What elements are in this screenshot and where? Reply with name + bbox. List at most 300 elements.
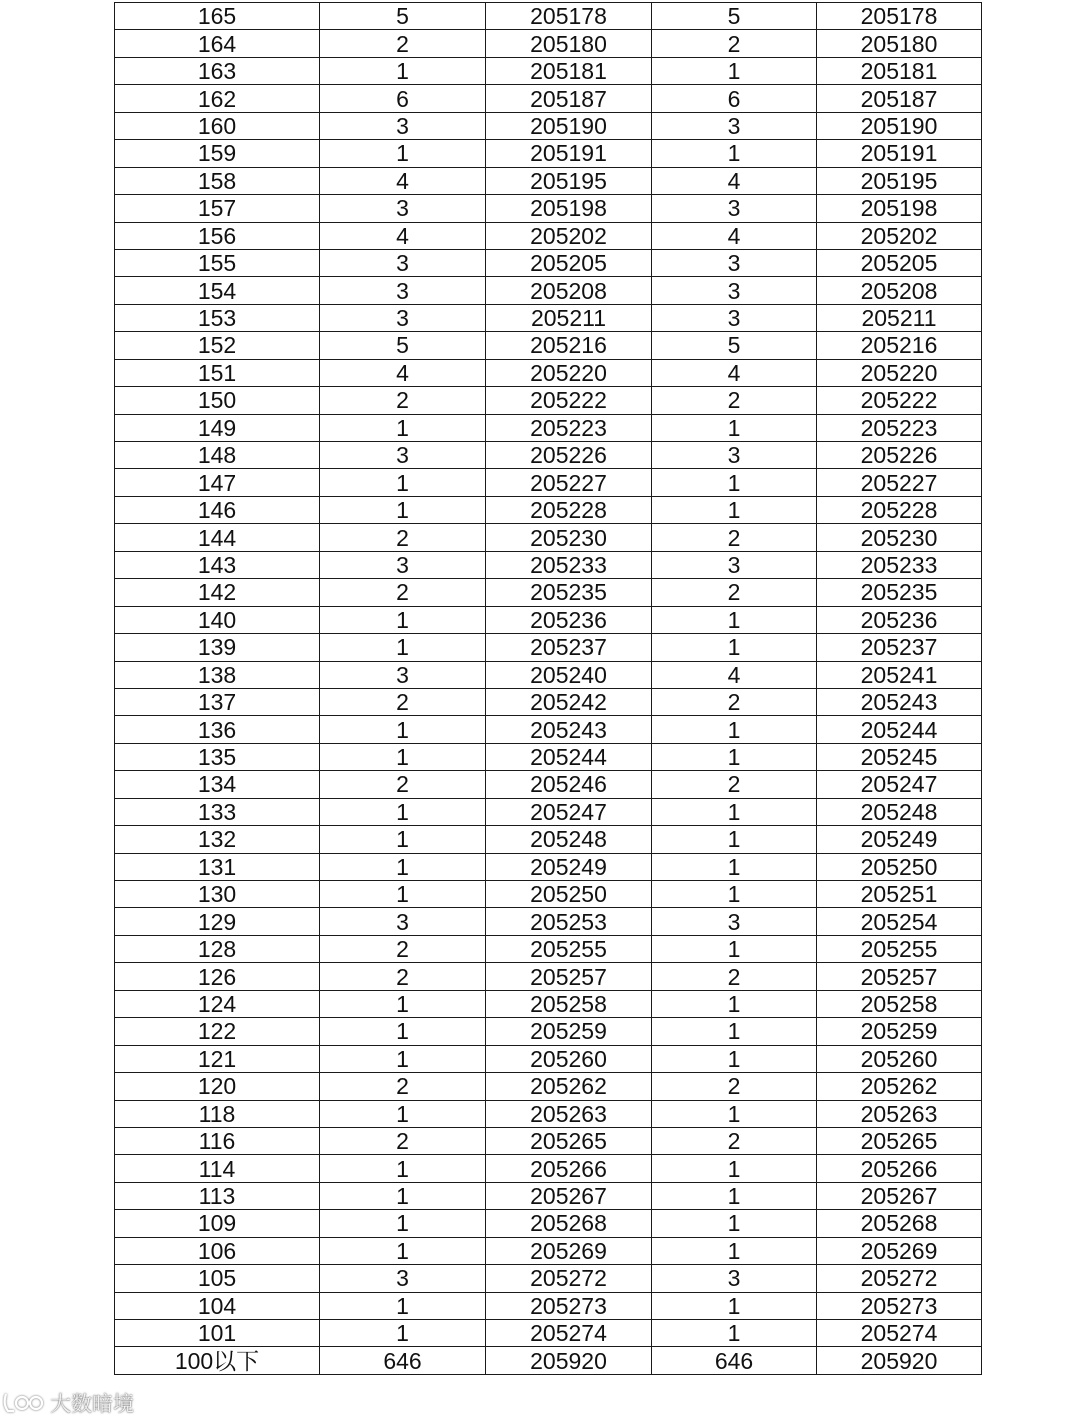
table-row [115, 579, 982, 606]
cell-count-a: 646 [320, 1347, 486, 1374]
cell-score: 109 [115, 1210, 320, 1237]
cell-cumulative-b: 205260 [817, 1045, 982, 1072]
cell-cumulative-a: 205191 [486, 140, 652, 167]
cell-score: 159 [115, 140, 320, 167]
cell-cumulative-a: 205211 [486, 304, 652, 331]
cell-count-b: 3 [652, 1265, 817, 1292]
cell-cumulative-b: 205268 [817, 1210, 982, 1237]
cell-count-a: 2 [320, 579, 486, 606]
cell-score: 104 [115, 1292, 320, 1319]
cell-count-a: 1 [320, 716, 486, 743]
cell-score: 152 [115, 332, 320, 359]
cell-cumulative-b: 205237 [817, 634, 982, 661]
cell-cumulative-a: 205228 [486, 496, 652, 523]
cell-cumulative-b: 205262 [817, 1073, 982, 1100]
cell-count-b: 2 [652, 30, 817, 57]
table-row [115, 551, 982, 578]
cell-count-b: 3 [652, 195, 817, 222]
cell-score: 162 [115, 85, 320, 112]
cell-cumulative-b: 205258 [817, 990, 982, 1017]
cell-count-b: 2 [652, 579, 817, 606]
cell-cumulative-b: 205245 [817, 743, 982, 770]
table-row [115, 743, 982, 770]
cell-cumulative-b: 205211 [817, 304, 982, 331]
table-body [115, 3, 982, 1375]
cell-cumulative-b: 205241 [817, 661, 982, 688]
cell-cumulative-a: 205273 [486, 1292, 652, 1319]
cell-cumulative-b: 205255 [817, 935, 982, 962]
cell-count-b: 3 [652, 442, 817, 469]
cell-count-a: 2 [320, 1073, 486, 1100]
cell-score: 142 [115, 579, 320, 606]
table-row [115, 3, 982, 30]
table-row [115, 332, 982, 359]
cell-count-b: 3 [652, 908, 817, 935]
cell-cumulative-b: 205250 [817, 853, 982, 880]
cell-count-a: 1 [320, 1155, 486, 1182]
cell-cumulative-a: 205274 [486, 1320, 652, 1347]
cell-count-b: 1 [652, 990, 817, 1017]
cell-count-a: 3 [320, 195, 486, 222]
cell-count-b: 1 [652, 414, 817, 441]
cell-count-b: 1 [652, 1045, 817, 1072]
cell-score: 158 [115, 167, 320, 194]
cell-cumulative-b: 205265 [817, 1127, 982, 1154]
cell-cumulative-a: 205195 [486, 167, 652, 194]
cell-score: 151 [115, 359, 320, 386]
cell-count-b: 1 [652, 496, 817, 523]
cell-cumulative-b: 205191 [817, 140, 982, 167]
table-row [115, 140, 982, 167]
cell-score: 128 [115, 935, 320, 962]
table-row [115, 798, 982, 825]
cell-score: 144 [115, 524, 320, 551]
table-row [115, 853, 982, 880]
cell-cumulative-b: 205257 [817, 963, 982, 990]
cell-cumulative-a: 205247 [486, 798, 652, 825]
cell-cumulative-a: 205253 [486, 908, 652, 935]
cell-count-b: 1 [652, 469, 817, 496]
cell-score: 124 [115, 990, 320, 1017]
cell-cumulative-a: 205246 [486, 771, 652, 798]
cell-count-b: 1 [652, 716, 817, 743]
table-row [115, 908, 982, 935]
cell-count-b: 4 [652, 359, 817, 386]
cell-count-a: 1 [320, 1237, 486, 1264]
cell-score: 129 [115, 908, 320, 935]
table-row [115, 935, 982, 962]
cell-score: 101 [115, 1320, 320, 1347]
cell-cumulative-b: 205198 [817, 195, 982, 222]
cell-count-b: 1 [652, 1155, 817, 1182]
cell-score: 150 [115, 387, 320, 414]
table-row [115, 1018, 982, 1045]
cell-cumulative-b: 205254 [817, 908, 982, 935]
table-row [115, 634, 982, 661]
cell-score: 100以下 [115, 1347, 320, 1374]
cell-score: 118 [115, 1100, 320, 1127]
cell-count-a: 1 [320, 634, 486, 661]
cell-score: 132 [115, 826, 320, 853]
cell-cumulative-a: 205222 [486, 387, 652, 414]
watermark-text: 大数暗境 [50, 1392, 134, 1416]
cell-score: 155 [115, 249, 320, 276]
cell-count-a: 2 [320, 771, 486, 798]
cell-cumulative-b: 205269 [817, 1237, 982, 1264]
cell-score: 164 [115, 30, 320, 57]
cell-count-b: 1 [652, 140, 817, 167]
cell-cumulative-a: 205272 [486, 1265, 652, 1292]
table-row [115, 359, 982, 386]
cell-cumulative-a: 205249 [486, 853, 652, 880]
table-row [115, 222, 982, 249]
table-row [115, 771, 982, 798]
table-row [115, 277, 982, 304]
cell-cumulative-a: 205248 [486, 826, 652, 853]
cell-cumulative-a: 205250 [486, 881, 652, 908]
cell-cumulative-a: 205259 [486, 1018, 652, 1045]
cell-count-b: 2 [652, 387, 817, 414]
cell-cumulative-b: 205236 [817, 606, 982, 633]
cell-cumulative-a: 205230 [486, 524, 652, 551]
cell-cumulative-b: 205247 [817, 771, 982, 798]
table-row [115, 1265, 982, 1292]
cell-count-b: 2 [652, 1127, 817, 1154]
table-row [115, 1073, 982, 1100]
cell-count-a: 3 [320, 249, 486, 276]
cell-count-a: 1 [320, 1182, 486, 1209]
cell-count-a: 3 [320, 277, 486, 304]
cell-cumulative-a: 205269 [486, 1237, 652, 1264]
cell-count-a: 1 [320, 881, 486, 908]
cell-cumulative-a: 205260 [486, 1045, 652, 1072]
cell-count-a: 2 [320, 1127, 486, 1154]
table-row [115, 1155, 982, 1182]
cell-cumulative-b: 205181 [817, 57, 982, 84]
cell-cumulative-a: 205262 [486, 1073, 652, 1100]
cell-score: 148 [115, 442, 320, 469]
cell-count-a: 2 [320, 935, 486, 962]
table-row [115, 414, 982, 441]
cell-count-a: 3 [320, 661, 486, 688]
cell-cumulative-b: 205233 [817, 551, 982, 578]
cell-count-a: 3 [320, 1265, 486, 1292]
cell-cumulative-b: 205195 [817, 167, 982, 194]
cell-count-a: 1 [320, 57, 486, 84]
cell-cumulative-b: 205235 [817, 579, 982, 606]
cell-score: 154 [115, 277, 320, 304]
cell-count-b: 1 [652, 853, 817, 880]
cell-score: 135 [115, 743, 320, 770]
table-row [115, 524, 982, 551]
cell-cumulative-b: 205266 [817, 1155, 982, 1182]
cell-cumulative-a: 205266 [486, 1155, 652, 1182]
table-row [115, 195, 982, 222]
score-distribution-table [114, 2, 982, 1375]
cell-count-a: 5 [320, 332, 486, 359]
cell-count-b: 646 [652, 1347, 817, 1374]
cell-cumulative-b: 205920 [817, 1347, 982, 1374]
cell-cumulative-a: 205187 [486, 85, 652, 112]
cell-cumulative-b: 205205 [817, 249, 982, 276]
cell-cumulative-a: 205255 [486, 935, 652, 962]
cell-score: 156 [115, 222, 320, 249]
cell-cumulative-a: 205258 [486, 990, 652, 1017]
cell-count-b: 4 [652, 167, 817, 194]
cell-cumulative-a: 205233 [486, 551, 652, 578]
cell-cumulative-b: 205251 [817, 881, 982, 908]
table-row [115, 1182, 982, 1209]
cell-count-b: 1 [652, 881, 817, 908]
cell-cumulative-a: 205227 [486, 469, 652, 496]
cell-count-a: 1 [320, 469, 486, 496]
cell-score: 153 [115, 304, 320, 331]
cell-score: 134 [115, 771, 320, 798]
cell-cumulative-b: 205228 [817, 496, 982, 523]
cell-cumulative-a: 205236 [486, 606, 652, 633]
cell-cumulative-b: 205202 [817, 222, 982, 249]
table-row [115, 826, 982, 853]
table-row [115, 469, 982, 496]
cell-cumulative-b: 205190 [817, 112, 982, 139]
cell-count-b: 4 [652, 661, 817, 688]
cell-count-b: 1 [652, 1320, 817, 1347]
cell-cumulative-b: 205259 [817, 1018, 982, 1045]
cell-count-b: 1 [652, 1210, 817, 1237]
table-row [115, 30, 982, 57]
table-row [115, 57, 982, 84]
table-row [115, 1237, 982, 1264]
cell-count-b: 3 [652, 249, 817, 276]
cell-count-a: 2 [320, 963, 486, 990]
cell-cumulative-a: 205198 [486, 195, 652, 222]
cell-score: 130 [115, 881, 320, 908]
cell-cumulative-a: 205205 [486, 249, 652, 276]
cell-count-b: 3 [652, 112, 817, 139]
table-row [115, 442, 982, 469]
cell-cumulative-a: 205216 [486, 332, 652, 359]
cell-count-b: 1 [652, 826, 817, 853]
cell-score: 133 [115, 798, 320, 825]
cell-count-a: 1 [320, 606, 486, 633]
cell-score: 122 [115, 1018, 320, 1045]
cell-count-b: 1 [652, 1018, 817, 1045]
cell-count-b: 1 [652, 743, 817, 770]
cell-count-a: 3 [320, 112, 486, 139]
cell-cumulative-b: 205220 [817, 359, 982, 386]
cell-score: 114 [115, 1155, 320, 1182]
table-row [115, 1347, 982, 1374]
cell-cumulative-a: 205180 [486, 30, 652, 57]
table-row [115, 661, 982, 688]
cell-count-a: 3 [320, 442, 486, 469]
cell-cumulative-b: 205272 [817, 1265, 982, 1292]
table-row [115, 1210, 982, 1237]
cell-score: 139 [115, 634, 320, 661]
cell-count-a: 4 [320, 167, 486, 194]
cell-count-a: 1 [320, 496, 486, 523]
table-row [115, 606, 982, 633]
cell-cumulative-a: 205220 [486, 359, 652, 386]
cell-cumulative-a: 205265 [486, 1127, 652, 1154]
cell-count-b: 2 [652, 688, 817, 715]
cell-score: 149 [115, 414, 320, 441]
cell-count-a: 2 [320, 688, 486, 715]
cell-count-a: 1 [320, 853, 486, 880]
table-row [115, 1127, 982, 1154]
cell-count-b: 1 [652, 1100, 817, 1127]
cell-cumulative-a: 205268 [486, 1210, 652, 1237]
cell-score: 160 [115, 112, 320, 139]
cell-cumulative-a: 205235 [486, 579, 652, 606]
table-row [115, 112, 982, 139]
cell-cumulative-b: 205216 [817, 332, 982, 359]
cell-cumulative-a: 205243 [486, 716, 652, 743]
cell-cumulative-a: 205242 [486, 688, 652, 715]
cell-cumulative-b: 205263 [817, 1100, 982, 1127]
cell-cumulative-b: 205178 [817, 3, 982, 30]
cell-cumulative-a: 205190 [486, 112, 652, 139]
cell-cumulative-a: 205202 [486, 222, 652, 249]
cell-count-b: 3 [652, 304, 817, 331]
cell-score: 157 [115, 195, 320, 222]
cell-score: 137 [115, 688, 320, 715]
cell-count-b: 3 [652, 277, 817, 304]
cell-count-a: 1 [320, 798, 486, 825]
cell-count-b: 4 [652, 222, 817, 249]
cell-count-a: 1 [320, 826, 486, 853]
cell-count-a: 1 [320, 1320, 486, 1347]
cell-cumulative-b: 205180 [817, 30, 982, 57]
cell-count-a: 2 [320, 30, 486, 57]
cell-count-a: 3 [320, 908, 486, 935]
cell-count-b: 6 [652, 85, 817, 112]
cell-count-b: 2 [652, 963, 817, 990]
cell-score: 136 [115, 716, 320, 743]
cell-score: 121 [115, 1045, 320, 1072]
cell-cumulative-b: 205227 [817, 469, 982, 496]
cell-count-a: 1 [320, 1292, 486, 1319]
cell-score: 140 [115, 606, 320, 633]
cell-cumulative-a: 205257 [486, 963, 652, 990]
cell-score: 126 [115, 963, 320, 990]
cell-cumulative-a: 205226 [486, 442, 652, 469]
cell-cumulative-a: 205223 [486, 414, 652, 441]
cell-count-b: 1 [652, 798, 817, 825]
cell-cumulative-b: 205226 [817, 442, 982, 469]
cell-count-a: 5 [320, 3, 486, 30]
cell-cumulative-a: 205240 [486, 661, 652, 688]
table-row [115, 387, 982, 414]
cell-score: 106 [115, 1237, 320, 1264]
cell-count-b: 3 [652, 551, 817, 578]
table-row [115, 1100, 982, 1127]
cell-cumulative-a: 205267 [486, 1182, 652, 1209]
cell-count-a: 1 [320, 1100, 486, 1127]
cell-count-a: 1 [320, 414, 486, 441]
cell-count-a: 3 [320, 551, 486, 578]
table-row [115, 85, 982, 112]
table-row [115, 304, 982, 331]
cell-score: 163 [115, 57, 320, 84]
cell-score: 138 [115, 661, 320, 688]
table-row [115, 688, 982, 715]
cell-count-a: 4 [320, 359, 486, 386]
table-row [115, 990, 982, 1017]
cell-score: 120 [115, 1073, 320, 1100]
cell-count-b: 1 [652, 57, 817, 84]
watermark-logo-icon [2, 1390, 46, 1416]
cell-count-b: 5 [652, 332, 817, 359]
cell-cumulative-b: 205223 [817, 414, 982, 441]
cell-cumulative-b: 205244 [817, 716, 982, 743]
cell-cumulative-a: 205263 [486, 1100, 652, 1127]
cell-cumulative-b: 205267 [817, 1182, 982, 1209]
cell-cumulative-a: 205237 [486, 634, 652, 661]
cell-cumulative-b: 205222 [817, 387, 982, 414]
cell-count-a: 3 [320, 304, 486, 331]
cell-cumulative-b: 205248 [817, 798, 982, 825]
cell-cumulative-a: 205920 [486, 1347, 652, 1374]
cell-count-a: 1 [320, 1210, 486, 1237]
cell-count-a: 2 [320, 387, 486, 414]
cell-count-b: 2 [652, 771, 817, 798]
cell-count-a: 1 [320, 990, 486, 1017]
table-row [115, 963, 982, 990]
cell-count-b: 1 [652, 1182, 817, 1209]
table-row [115, 716, 982, 743]
cell-cumulative-b: 205187 [817, 85, 982, 112]
cell-cumulative-a: 205181 [486, 57, 652, 84]
cell-count-b: 1 [652, 606, 817, 633]
watermark [2, 1388, 134, 1418]
cell-cumulative-b: 205249 [817, 826, 982, 853]
cell-count-b: 1 [652, 1292, 817, 1319]
cell-cumulative-a: 205178 [486, 3, 652, 30]
cell-score: 105 [115, 1265, 320, 1292]
cell-count-b: 2 [652, 524, 817, 551]
cell-count-b: 1 [652, 1237, 817, 1264]
table-row [115, 1292, 982, 1319]
cell-count-b: 1 [652, 935, 817, 962]
table-row [115, 1320, 982, 1347]
cell-count-a: 1 [320, 140, 486, 167]
cell-count-b: 5 [652, 3, 817, 30]
cell-score: 143 [115, 551, 320, 578]
table-row [115, 881, 982, 908]
cell-cumulative-b: 205208 [817, 277, 982, 304]
cell-score: 165 [115, 3, 320, 30]
cell-count-a: 1 [320, 1018, 486, 1045]
cell-score: 113 [115, 1182, 320, 1209]
cell-cumulative-b: 205230 [817, 524, 982, 551]
cell-cumulative-b: 205243 [817, 688, 982, 715]
cell-count-b: 2 [652, 1073, 817, 1100]
cell-score: 131 [115, 853, 320, 880]
cell-cumulative-a: 205244 [486, 743, 652, 770]
cell-cumulative-a: 205208 [486, 277, 652, 304]
table-row [115, 249, 982, 276]
cell-score: 147 [115, 469, 320, 496]
cell-count-a: 1 [320, 743, 486, 770]
table-row [115, 167, 982, 194]
cell-count-a: 2 [320, 524, 486, 551]
cell-count-a: 4 [320, 222, 486, 249]
cell-count-a: 1 [320, 1045, 486, 1072]
cell-cumulative-b: 205273 [817, 1292, 982, 1319]
table-row [115, 496, 982, 523]
cell-score: 116 [115, 1127, 320, 1154]
